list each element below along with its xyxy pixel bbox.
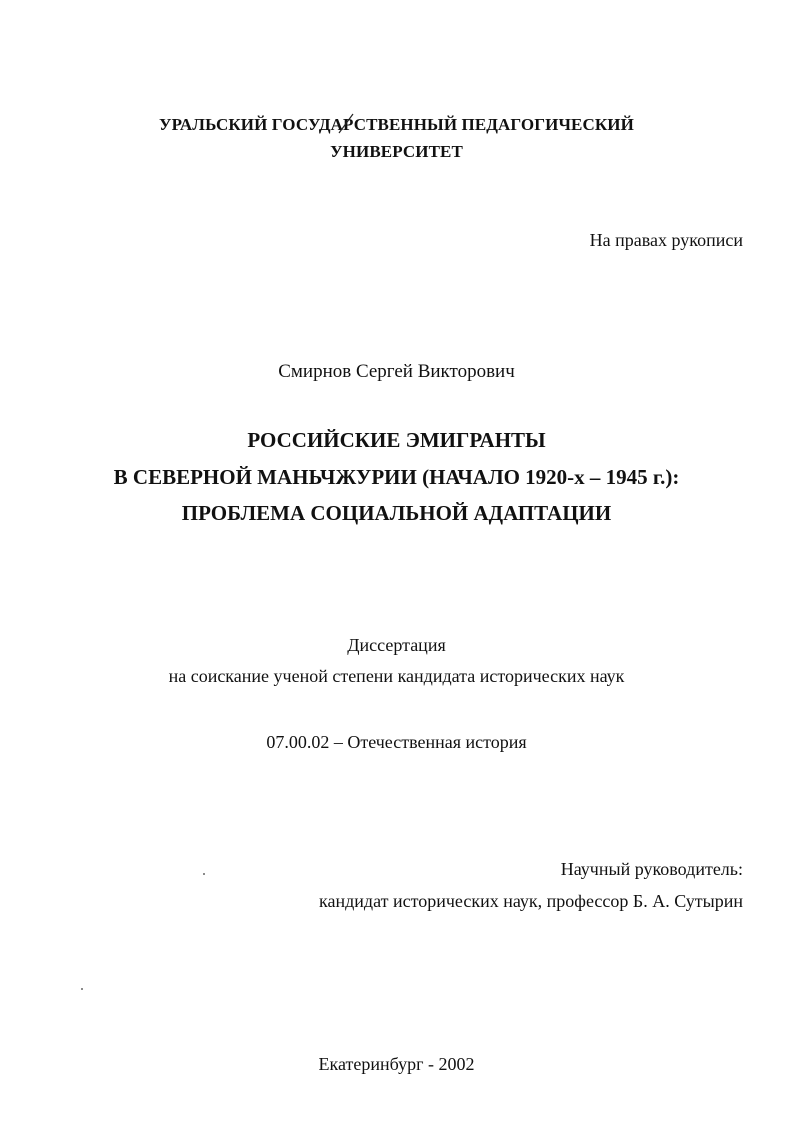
degree-purpose: на соискание ученой степени кандидата исторических наук (168, 666, 625, 686)
supervisor-label: Научный руководитель: (560, 859, 743, 879)
scan-speck (203, 873, 205, 875)
supervisor-details: кандидат исторических наук, профессор Б. А. Сутырин (319, 891, 743, 911)
university-name-line1: УРАЛЬСКИЙ ГОСУДАРСТВЕННЫЙ ПЕДАГОГИЧЕСКИЙ (159, 115, 634, 134)
specialty-code: 07.00.02 – Отечественная история (266, 732, 527, 752)
dissertation-title-line2: В СЕВЕРНОЙ МАНЬЧЖУРИИ (НАЧАЛО 1920-х – 1945 г.): (113, 465, 680, 489)
author-name: Смирнов Сергей Викторович (278, 361, 515, 382)
dissertation-title-line1: РОССИЙСКИЕ ЭМИГРАНТЫ (247, 428, 546, 452)
university-name-line2: УНИВЕРСИТЕТ (330, 142, 463, 161)
dissertation-type: Диссертация (347, 635, 446, 655)
handwritten-mark-icon (335, 111, 357, 137)
city-year: Екатеринбург - 2002 (318, 1054, 475, 1074)
manuscript-rights-note: На правах рукописи (589, 230, 743, 250)
scan-speck (81, 988, 83, 990)
dissertation-title-line3: ПРОБЛЕМА СОЦИАЛЬНОЙ АДАПТАЦИИ (181, 501, 612, 525)
